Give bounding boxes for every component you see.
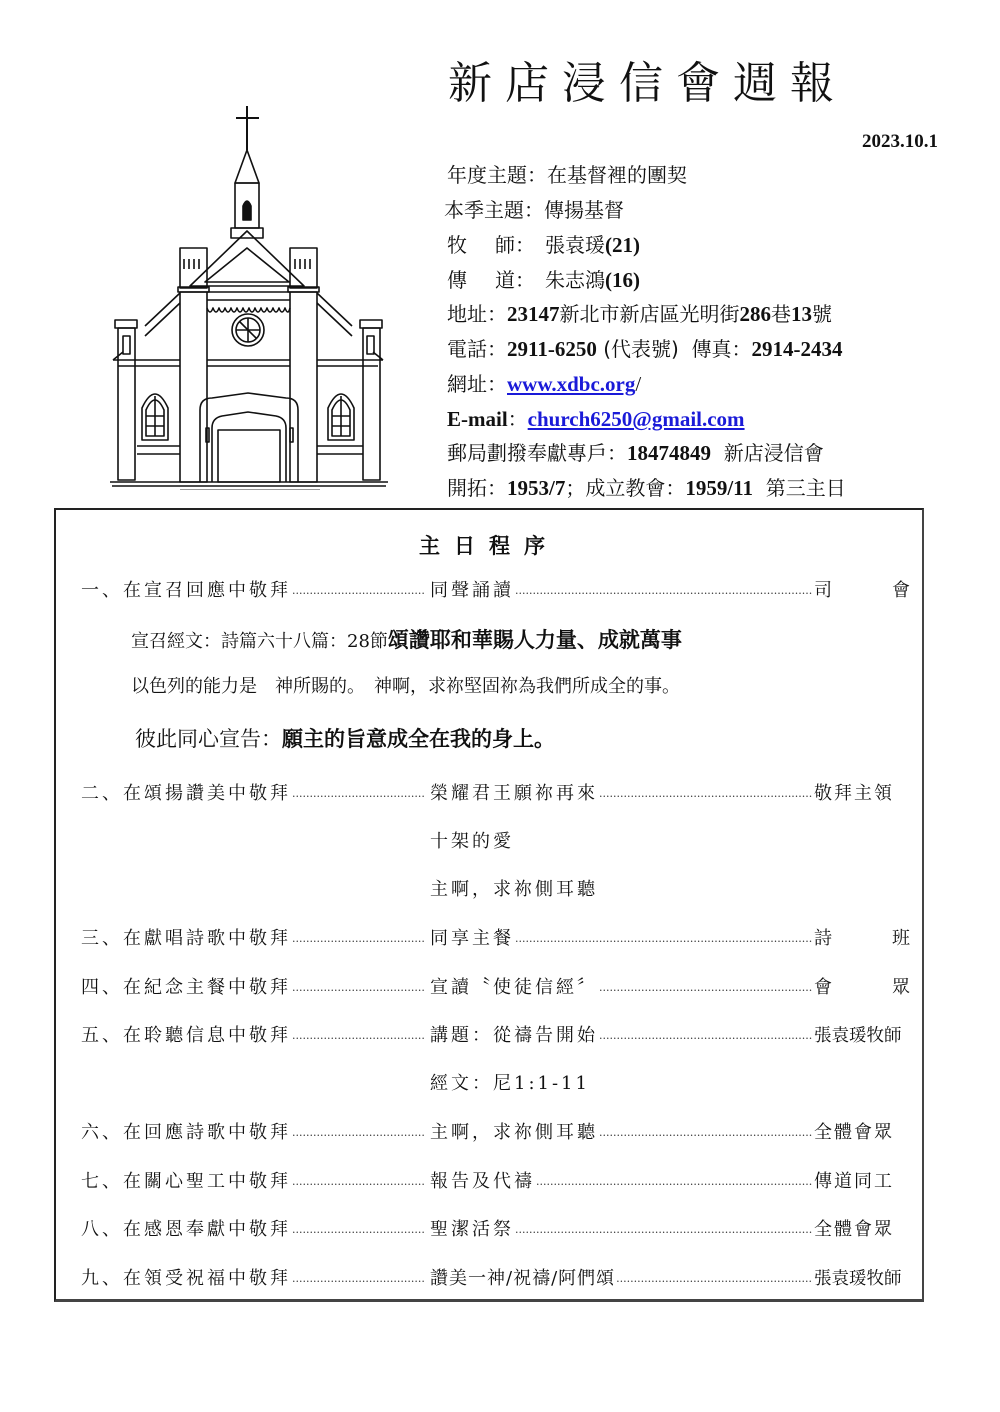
dot-leader: [292, 779, 425, 809]
website-suffix: /: [635, 372, 642, 396]
sermon-scripture: 經文：尼1:1-11: [430, 1073, 590, 1094]
address-part-2: 巷: [771, 302, 791, 326]
program-box: [54, 508, 924, 1302]
founded-label: 開拓：: [447, 476, 507, 500]
dot-leader: [292, 1167, 425, 1197]
program-item: [56, 1118, 922, 1148]
season-theme-value: 傳揚基督: [544, 198, 624, 222]
preacher-line: [447, 267, 640, 293]
program-part: 七、在關心聖工中敬拜: [81, 1171, 291, 1192]
dot-leader: [599, 1118, 813, 1148]
program-leader: 全體會眾: [814, 1122, 894, 1143]
program-item: [56, 1215, 922, 1245]
preacher-label-2: 道：: [495, 268, 535, 292]
postal-label: 郵局劃撥奉獻專戶：: [447, 441, 627, 465]
program-subitem: [56, 875, 922, 905]
program-part: 九、在領受祝福中敬拜: [81, 1268, 291, 1289]
program-content: 同享主餐: [430, 928, 514, 949]
call-scripture-label: 宣召經文：詩篇六十八篇：28節: [131, 631, 388, 652]
dot-leader: [515, 576, 813, 606]
program-leader-a: 司: [814, 580, 832, 601]
established-date: 1959/11: [685, 476, 754, 500]
pastor-label-1: 牧: [447, 233, 467, 257]
program-leader-b: 會: [892, 580, 910, 601]
program-item: [56, 576, 922, 606]
program-leader: 張袁瑗牧師: [814, 1026, 902, 1046]
address-part-3: 號: [812, 302, 832, 326]
program-part: 四、在紀念主餐中敬拜: [81, 977, 291, 998]
website-label: 網址：: [447, 372, 507, 396]
season-theme: [444, 197, 624, 223]
email-line: [447, 406, 745, 432]
phone-line: [447, 336, 843, 362]
program-item: [56, 1264, 922, 1294]
dot-leader: [536, 1167, 813, 1197]
program-part: 八、在感恩奉獻中敬拜: [81, 1219, 291, 1240]
bulletin-title: 新店浸信會週報: [448, 58, 847, 109]
program-content: 宣讀〝使徒信經〞: [430, 977, 598, 998]
phone-number: 2911-6250: [507, 337, 597, 361]
email-colon: ：: [507, 407, 528, 431]
fax-number: 2914-2434: [751, 337, 843, 361]
annual-theme: [447, 162, 687, 188]
pastor-line: [447, 232, 640, 258]
dot-leader: [515, 1215, 813, 1245]
program-leader: 張袁瑗牧師: [814, 1269, 902, 1289]
declaration: [135, 722, 555, 756]
dot-leader: [292, 924, 425, 954]
program-leader: 敬拜主領: [814, 783, 894, 804]
dot-leader: [292, 1118, 425, 1148]
phone-label: 電話：: [447, 337, 507, 361]
email-label: E-mail: [447, 407, 508, 431]
program-item: [56, 1021, 922, 1051]
declaration-text: 願主的旨意成全在我的身上。: [282, 726, 555, 751]
program-leader: 傳道同工: [814, 1171, 894, 1192]
address-num-1: 286: [739, 302, 771, 326]
program-part: 五、在聆聽信息中敬拜: [81, 1025, 291, 1046]
praise-song: 十架的愛: [430, 831, 514, 852]
call-scripture-line-2: 以色列的能力是 神所賜的。 神啊，求祢堅固祢為我們所成全的事。: [131, 676, 680, 697]
postal-line: [447, 440, 824, 466]
program-content: 主啊，求祢側耳聽: [430, 1122, 598, 1143]
program-content: 讚美一神/祝禱/阿們頌: [430, 1268, 616, 1289]
season-theme-label: 本季主題：: [444, 198, 544, 222]
praise-song: 主啊，求祢側耳聽: [430, 879, 598, 900]
founded-line: [447, 475, 846, 501]
program-subitem: [56, 827, 922, 857]
church-illustration: [100, 98, 395, 490]
program-content: 同聲誦讀: [430, 580, 514, 601]
program-part: 三、在獻唱詩歌中敬拜: [81, 928, 291, 949]
program-leader-a: 詩: [814, 928, 832, 949]
call-scripture: [131, 624, 682, 658]
dot-leader: [292, 1215, 425, 1245]
annual-theme-value: 在基督裡的團契: [547, 163, 687, 187]
address-zip: 23147: [507, 302, 560, 326]
declaration-label: 彼此同心宣告：: [135, 727, 282, 751]
spire-icon: [231, 150, 263, 238]
program-subitem: [56, 1069, 922, 1099]
dot-leader: [599, 1021, 813, 1051]
dot-leader: [292, 576, 425, 606]
program-content: 講題：從禱告開始: [430, 1025, 598, 1046]
website-link[interactable]: www.xdbc.org: [507, 372, 636, 396]
address-part-1: 新北市新店區光明街: [559, 302, 740, 326]
established-note: 第三主日: [753, 476, 846, 500]
pastor-ext: (21): [605, 233, 640, 257]
postal-account: 18474849: [627, 441, 711, 465]
call-scripture-bold: 頌讚耶和華賜人力量、成就萬事: [387, 627, 682, 652]
bulletin-date: 2023.10.1: [862, 131, 938, 152]
dot-leader: [616, 1264, 813, 1294]
cross-icon: [236, 106, 259, 150]
dot-leader: [599, 779, 813, 809]
program-content: 榮耀君王願祢再來: [430, 783, 598, 804]
rose-window-icon: [232, 314, 264, 346]
program-title: 主日程序: [419, 533, 559, 558]
preacher-label-1: 傳: [447, 268, 467, 292]
dot-leader: [292, 973, 425, 1003]
postal-name: 新店浸信會: [711, 441, 824, 465]
program-item: [56, 1167, 922, 1197]
program-content: 聖潔活祭: [430, 1219, 514, 1240]
pastor-label-2: 師：: [495, 233, 535, 257]
address-num-2: 13: [791, 302, 812, 326]
address-label: 地址：: [447, 302, 507, 326]
website-line: [447, 371, 641, 397]
annual-theme-label: 年度主題：: [447, 163, 547, 187]
program-leader-b: 班: [892, 928, 910, 949]
program-leader-a: 會: [814, 977, 832, 998]
dot-leader: [515, 924, 813, 954]
phone-note: (代表號): [596, 337, 692, 361]
dot-leader: [292, 1264, 425, 1294]
program-leader-b: 眾: [892, 977, 910, 998]
program-leader: 全體會眾: [814, 1219, 894, 1240]
program-item: [56, 973, 922, 1003]
program-part: 六、在回應詩歌中敬拜: [81, 1122, 291, 1143]
program-part: 二、在頌揚讚美中敬拜: [81, 783, 291, 804]
program-part: 一、在宣召回應中敬拜: [81, 580, 291, 601]
program-item: [56, 779, 922, 809]
dot-leader: [292, 1021, 425, 1051]
address-line: [447, 301, 832, 327]
pastor-name: 張袁瑗: [545, 233, 605, 257]
preacher-ext: (16): [605, 268, 640, 292]
email-link[interactable]: church6250@gmail.com: [527, 407, 745, 431]
program-content: 報告及代禱: [430, 1171, 535, 1192]
preacher-name: 朱志鴻: [545, 268, 605, 292]
established-label: ；成立教會：: [565, 476, 686, 500]
program-item: [56, 924, 922, 954]
founded-date: 1953/7: [507, 476, 566, 500]
dot-leader: [599, 973, 813, 1003]
fax-label: 傳真：: [691, 337, 752, 361]
